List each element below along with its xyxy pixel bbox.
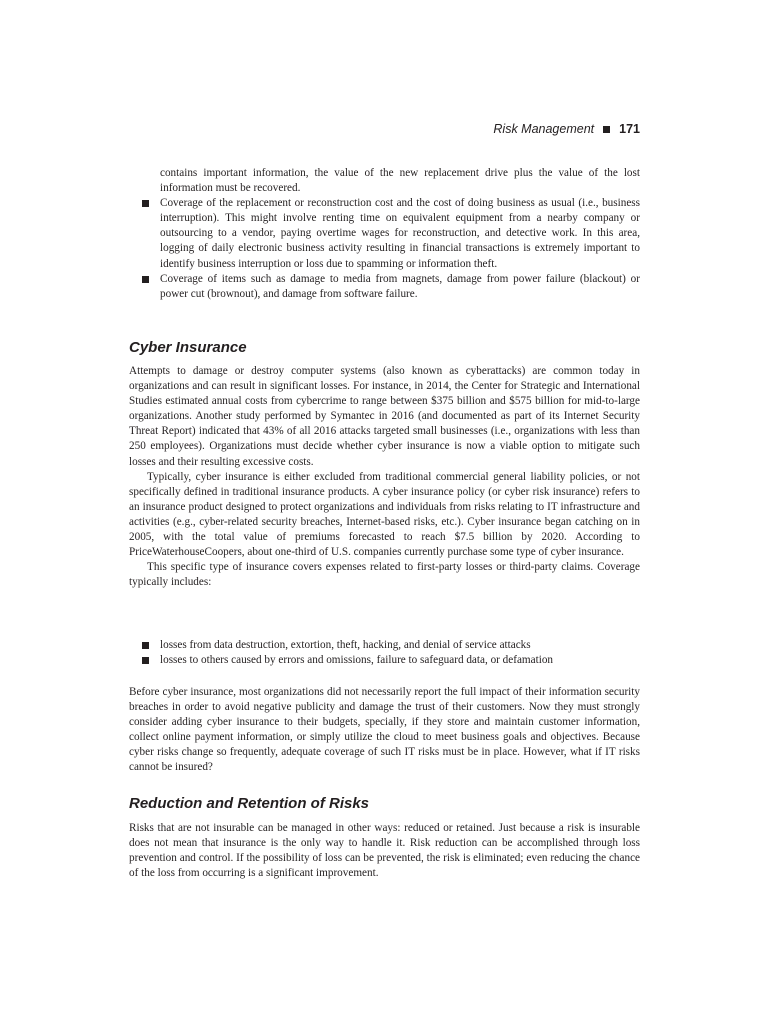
list-item [129, 196, 640, 271]
list-item-text: Coverage of items such as damage to media from magnets, damage from power failure (blackout) or power cut (brownout), and damage from software failure. [160, 272, 640, 300]
running-head [493, 121, 640, 137]
reduction-body [129, 821, 640, 881]
running-head-title: Risk Management [493, 122, 595, 136]
list-item [129, 653, 640, 668]
square-bullet-icon [603, 126, 610, 133]
paragraph: Typically, cyber insurance is either excluded from traditional commercial general liability policies, or not specifically defined in traditional insurance products. A cyber insurance policy (or cyber risk insurance) refers to an insurance product designed to protect organizations and individuals from risks relating to IT infrastructure and activities (e.g., cyber-related security breaches, Internet-based risks, etc.). Cyber insurance began catching on in 2005, with the total value of premiums forecasted to reach $7.5 billion by 2020. According to PriceWaterhouseCoopers, about one-third of U.S. companies currently purchase some type of cyber insurance. [129, 470, 640, 559]
book-page [129, 0, 640, 1024]
intro-bullet-list [129, 196, 640, 302]
paragraph: This specific type of insurance covers expenses related to first-party losses or third-party claims. Coverage typically includes: [129, 561, 640, 589]
list-item [129, 272, 640, 302]
list-item-text: Coverage of the replacement or reconstruction cost and the cost of doing business as usual (i.e., business interruption). This might involve renting time on equivalent equipment from a nearby company or outsourcing to a vendor, paying overtime wages for reconstruction, and detective work. In this area, logging of daily electronic business activity resulting in financial transactions is extremely important to identify business interruption or loss due to spamming or information theft. [160, 197, 640, 270]
paragraph: Risks that are not insurable can be managed in other ways: reduced or retained. Just because a risk is insurable does not mean that insurance is the only way to handle it. Risk reduction can be accomplished through loss prevention and control. If the possibility of loss can be prevented, the risk is eliminated; even reducing the chance of the loss from occurring is a significant improvement. [129, 822, 640, 880]
list-item [129, 638, 640, 653]
square-bullet-icon [142, 200, 149, 207]
square-bullet-icon [142, 657, 149, 664]
list-item-text: losses to others caused by errors and omissions, failure to safeguard data, or defamation [160, 654, 554, 667]
paragraph: Before cyber insurance, most organizations did not necessarily report the full impact of their information security breaches in order to avoid negative publicity and damage the trust of their customers. Now they must strongly consider adding cyber insurance to their budgets, specially, if they store and maintain customer information, collect online payment information, or simply utilize the cloud to meet business goals and objectives. Because cyber risks change so frequently, adequate coverage of such IT risks must be in place. However, what if IT risks cannot be insured? [129, 686, 640, 774]
cyber-body [129, 364, 640, 590]
cyber-closing-block [129, 685, 640, 776]
section-heading-reduction-retention: Reduction and Retention of Risks [129, 795, 370, 812]
coverage-bullet-list [129, 638, 640, 668]
square-bullet-icon [142, 642, 149, 649]
page-number: 171 [619, 122, 640, 136]
paragraph: Attempts to damage or destroy computer systems (also known as cyberattacks) are common today in organizations and can result in significant losses. For instance, in 2014, the Center for Strategic and International Studies estimated annual costs from cybercrime to range between $375 billion and $575 billion for mid-to-large organizations. Another study performed by Symantec in 2016 (and documented as part of its Internet Security Threat Report) indicated that 43% of all 2016 attacks targeted small businesses (i.e., organizations with less than 250 employees). Organizations must decide whether cyber insurance is now a viable option to mitigate such losses and their resulting excessive costs. [129, 365, 640, 468]
continued-bullet-text: contains important information, the value of the new replacement drive plus the value of the lost information must be recovered. [160, 167, 640, 195]
section-heading-cyber-insurance: Cyber Insurance [129, 339, 247, 356]
intro-block [129, 166, 640, 302]
square-bullet-icon [142, 276, 149, 283]
coverage-list-block [129, 638, 640, 668]
list-item-text: losses from data destruction, extortion, theft, hacking, and denial of service attacks [160, 639, 531, 651]
